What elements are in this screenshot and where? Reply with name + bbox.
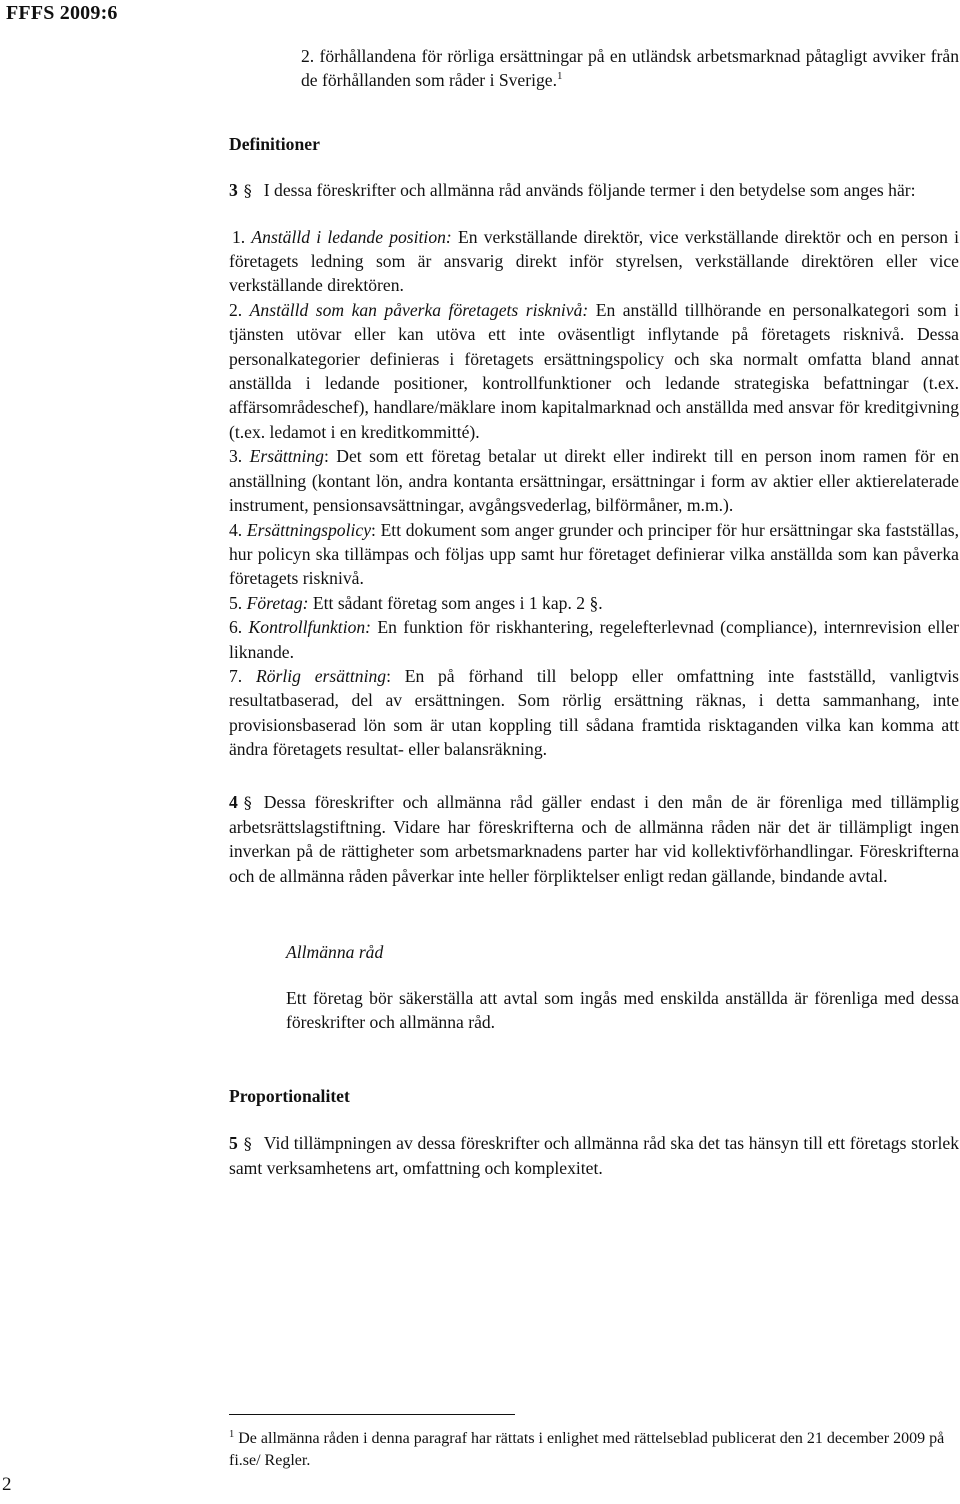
general-advice-text: Ett företag bör säkerställa att avtal som ingås med enskilda anställda är förenliga med dessa föreskrifter och allmänna råd. <box>286 987 959 1032</box>
section-3-text: I dessa föreskrifter och allmänna råd används följande termer i den betydelse som anges här: <box>263 180 916 201</box>
definition-text: En anställd tillhörande en personalkategori som i tjänsten utövar eller kan utöva ett inte oväsentligt inflytande på företagets risknivå. Dessa personalkategorier definieras i företagets ersättningspolicy och ska normalt omfatta bland annat anställda i ledande positioner, kontrollfunktioner och ledande strategiska befattningar (t.ex. affärsområdeschef), handlare/mäklare inom kapitalmarknad och anställda med ansvar för kreditgivning (t.ex. ledamot i en kreditkommitté). <box>229 299 960 442</box>
section-5 <box>229 1131 959 1181</box>
document-code: FFFS 2009:6 <box>6 2 118 24</box>
intro-list-item <box>301 44 959 93</box>
definition-number: 3. <box>229 446 243 467</box>
definition-text: En verkställande direktör, vice verkställande direktör och en person i företagets ledning som är ansvarig direkt inför styrelsen, verkställande direktören eller vice verkställande direktören. <box>229 226 960 296</box>
footnote-reference: 1 <box>557 70 563 83</box>
general-advice-heading: Allmänna råd <box>286 942 384 963</box>
section-5-number: 5 <box>229 1132 238 1153</box>
section-4 <box>229 790 959 889</box>
definition-text: : En på förhand till belopp eller omfattning inte fastställd, vanligtvis resultatbaserad, del av ersättningen. Som rörlig ersättning räknas, i detta sammanhang, inte provisionsbaserad lön som är utan koppling till sådana framtida risktaganden vilka kan komma att ändra företagets resultat- eller balansräkning. <box>229 665 960 760</box>
definition-item-5 <box>229 591 959 615</box>
definition-term: Anställd i ledande position: <box>251 226 452 247</box>
footnote-text: De allmänna råden i denna paragraf har rättats i enlighet med rättelseblad publicerat den 21 december 2009 på fi.se/ Regler. <box>229 1430 945 1469</box>
section-symbol: § <box>243 792 252 812</box>
definition-term: Ersättningspolicy <box>246 519 372 540</box>
page-number: 2 <box>2 1474 12 1495</box>
proportionality-heading: Proportionalitet <box>229 1086 350 1107</box>
definition-text: Ett sådant företag som anges i 1 kap. 2 §. <box>312 592 603 613</box>
section-3 <box>229 178 959 203</box>
definition-number: 6. <box>229 617 243 638</box>
section-4-text: Dessa föreskrifter och allmänna råd gäller endast i den mån de är förenliga med tillämplig arbetsrättslagstiftning. Vidare har föreskrifterna och de allmänna råden när det är tillämpligt ingen inverkan på de rättigheter som arbetsmarknadens parter har vid kollektivförhandlingar. Föreskrifterna och de allmänna råden påverkar inte heller förpliktelser enligt redan gällande, bindande avtal. <box>229 791 959 886</box>
definition-item-2 <box>229 298 959 444</box>
definition-number: 5. <box>229 592 243 613</box>
intro-list-item-text: 2. förhållandena för rörliga ersättningar på en utländsk arbetsmarknad påtagligt avviker från de förhållanden som råder i Sverige. <box>301 46 959 91</box>
section-3-number: 3 <box>229 180 238 201</box>
definition-item-6 <box>229 615 959 664</box>
definition-term: Ersättning <box>249 446 324 467</box>
section-4-number: 4 <box>229 791 238 812</box>
definition-item-1 <box>229 225 959 298</box>
section-symbol: § <box>243 181 252 201</box>
section-symbol: § <box>243 1133 252 1153</box>
definition-item-3 <box>229 444 959 517</box>
footnote-separator <box>229 1414 515 1415</box>
definition-term: Rörlig ersättning <box>255 665 387 686</box>
footnote-mark: 1 <box>229 1428 235 1440</box>
definition-term: Kontrollfunktion: <box>248 617 372 638</box>
definition-text: En funktion för riskhantering, regelefterlevnad (compliance), internrevision eller liknande. <box>229 617 959 662</box>
main-content <box>229 44 959 1181</box>
footnote <box>229 1428 959 1472</box>
definition-text: : Ett dokument som anger grunder och principer för hur ersättningar ska fastställas, hur policyn ska tillämpas och följas upp samt hur företaget definierar vilka anställda som kan påverka företagets risknivå. <box>229 519 959 589</box>
definition-number: 7. <box>229 665 243 686</box>
definition-number: 1. <box>232 226 246 247</box>
definition-term: Företag: <box>246 592 309 613</box>
definition-number: 2. <box>229 299 243 320</box>
general-advice <box>286 940 959 1034</box>
definition-text: : Det som ett företag betalar ut direkt eller indirekt till en person inom ramen för en anställning (kontant lön, andra kontanta ersättningar, ersättningar i form av aktier eller aktierelaterade instrument, pensionsavsättningar, avgångsvederlag, bilförmåner, m.m.). <box>229 446 959 516</box>
definition-term: Anställd som kan påverka företagets risknivå: <box>249 299 589 320</box>
section-5-text: Vid tillämpningen av dessa föreskrifter och allmänna råd ska det tas hänsyn till ett företags storlek samt verksamhetens art, omfattning och komplexitet. <box>229 1132 959 1179</box>
definition-item-4 <box>229 518 959 591</box>
definition-item-7 <box>229 664 959 762</box>
definition-number: 4. <box>229 519 243 540</box>
definitions-heading: Definitioner <box>229 133 320 154</box>
